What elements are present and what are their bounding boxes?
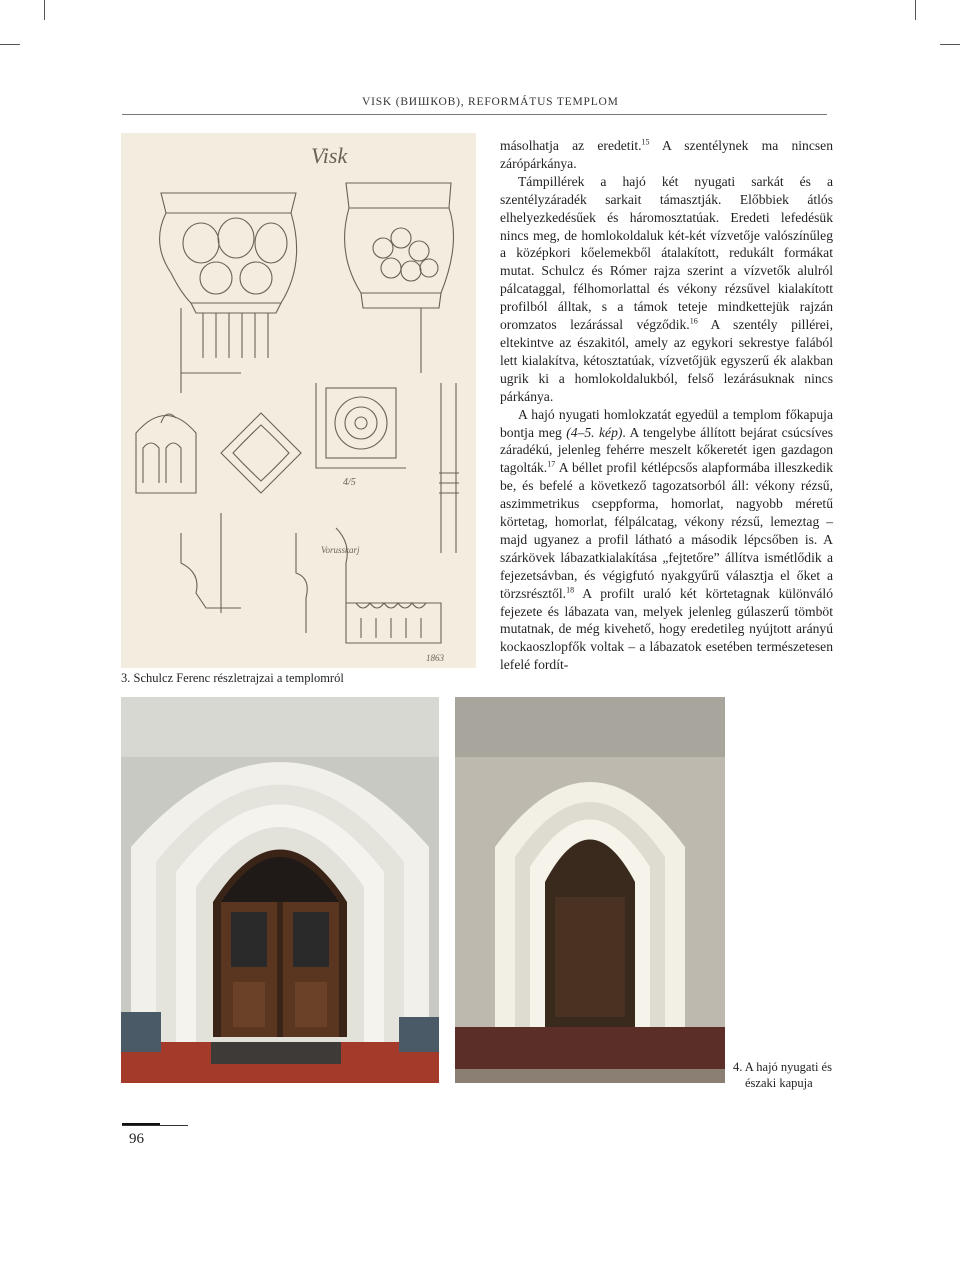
page-number-rule [122, 1125, 188, 1126]
sketch-label-top: Visk [311, 143, 348, 168]
page-number: 96 [129, 1131, 144, 1147]
page-number-rule-accent [122, 1123, 160, 1125]
north-portal-photo [455, 697, 725, 1083]
text-run: A hajó nyugati homlokzatát egyedül a templom főkapuja bontja meg [500, 406, 833, 440]
sketch-label-year: 1863 [426, 653, 444, 663]
footnote-ref: 15 [641, 137, 650, 147]
crop-mark [940, 44, 960, 45]
running-header: VISK (ВИШКОВ), REFORMÁTUS TEMPLOM [362, 96, 619, 108]
footnote-ref: 17 [547, 459, 556, 469]
west-portal-illustration [121, 697, 439, 1083]
text-run: A béllet profil kétlépcsős alapformába illeszkedik be, és befelé a következő tagozatsorból áll: vékony rézsű, aszimmetrikus cseppforma, homorlat, nagyobb méretű körtetag, homorlat, félpálcatag, vékony rézsű, lemeztag – majd ugyanez a profil látható a második lépcsőben is. A szárkövek lábazatkialakítása „fejtetőre” állítva ismétlődik a fejezetsávban, és végigfutó nyakgyűrű választja el őket a törzsrésztől. [500, 460, 833, 601]
paragraph-3 [500, 406, 833, 675]
sketch-drawing-figure [121, 133, 476, 668]
footnote-ref: 16 [689, 316, 698, 326]
text-run: A szentély pillérei, eltekintve az északitól, amely az egykori sekrestye falából lett kialakítva, kétosztatúak, vízvetőjük egyszerű ék alakban ugrik ki a homlokoldalukból, felső lezárásuknak nincs párkánya. [500, 317, 833, 404]
sketch-label-right: Vorusskarj [321, 545, 360, 555]
crop-mark [915, 0, 916, 20]
text-run: A profilt uraló két körtetagnak különváló fejezete és lábazata van, melyek jelenleg gúlaszerű tömböt mutatnak, de még kivehető, hogy eredetileg nyújtott arányú kockaoszlopfők voltak – a lábazatok esetében természetesen lefelé fordít- [500, 585, 833, 673]
paragraph-2 [500, 173, 833, 406]
text-run: . A tengelybe állított bejárat csúcsíves záradékú, jelenleg fehérre meszelt kőkeretét igen gazdagon tagolták. [500, 424, 833, 476]
crop-mark [44, 0, 45, 20]
figure-3-caption: 3. Schulcz Ferenc részletrajzai a templomról [121, 671, 344, 685]
sketch-illustration [121, 133, 476, 668]
caption-line: 4. A hajó nyugati és [733, 1060, 832, 1074]
article-body [500, 137, 833, 674]
text-run: Támpillérek a hajó két nyugati sarkát és a szentélyzáradék sarkait támasztják. Előbbiek átlós elhelyezkedésűek és háromosztatúak. Eredeti lefedésük nincs meg, de homlokoldaluk két-két vízvetője valószínűleg a középkori kőelemekből átalakított, redukált formákat mutat. Schulcz és Rómer rajza szerint a vízvetők alulról pálcataggal, félhomorlattal és vékony rézsűvel kialakított profilból álltak, s a támok teteje mindkettejük rajzán oromzatos lezárással végződik. [500, 173, 833, 333]
sketch-label-middle: 4/5 [343, 477, 356, 488]
figure-reference: (4–5. kép) [566, 424, 623, 440]
crop-mark [0, 44, 20, 45]
caption-line: északi kapuja [745, 1076, 813, 1090]
paragraph-1 [500, 137, 833, 173]
text-run: A szentélynek ma nincsen zárópárkánya. [500, 138, 833, 171]
header-rule [122, 114, 827, 115]
figure-4-5-caption [733, 1059, 853, 1091]
north-portal-illustration [455, 697, 725, 1083]
west-portal-photo [121, 697, 439, 1083]
text-run: másolhatja az eredetit. [500, 138, 642, 153]
footnote-ref: 18 [566, 585, 575, 595]
